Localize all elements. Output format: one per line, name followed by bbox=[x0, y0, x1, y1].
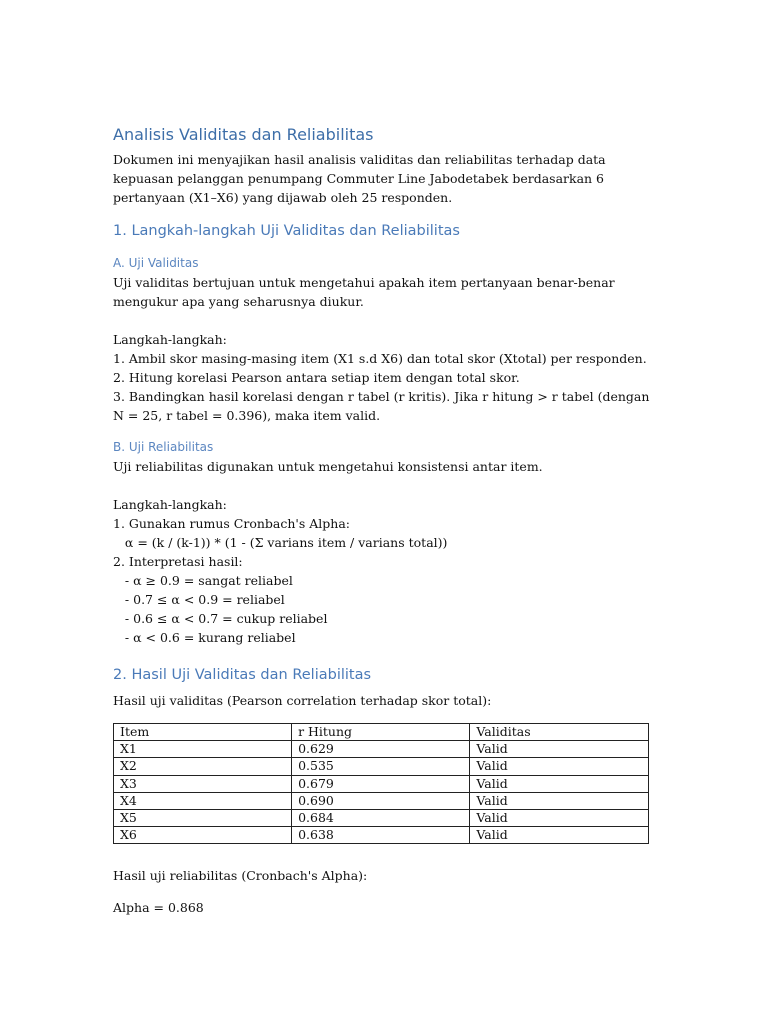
validity-step-3: 3. Bandingkan hasil korelasi dengan r tabel (r kritis). Jika r hitung > r tabel (dengan N = 25, r tabel = 0.396), maka item valid. bbox=[113, 389, 654, 423]
validity-results-caption: Hasil uji validitas (Pearson correlation terhadap skor total): bbox=[113, 693, 492, 708]
table-cell: 0.629 bbox=[292, 741, 470, 758]
table-header-row bbox=[114, 724, 649, 741]
table-row bbox=[114, 827, 649, 844]
table-row bbox=[114, 792, 649, 809]
reliability-line: α = (k / (k-1)) * (1 - (Σ varians item / varians total)) bbox=[113, 535, 448, 550]
reliability-steps-label: Langkah-langkah: bbox=[113, 497, 227, 512]
table-cell: Valid bbox=[470, 758, 649, 775]
table-row bbox=[114, 775, 649, 792]
validity-step-2: 2. Hitung korelasi Pearson antara setiap item dengan total skor. bbox=[113, 370, 520, 385]
table-cell: Valid bbox=[470, 809, 649, 826]
table-cell: Valid bbox=[470, 827, 649, 844]
table-cell: 0.679 bbox=[292, 775, 470, 792]
reliability-description: Uji reliabilitas digunakan untuk mengetahui konsistensi antar item. bbox=[113, 459, 543, 474]
table-cell: 0.690 bbox=[292, 792, 470, 809]
validity-results-table bbox=[113, 723, 649, 844]
validity-step-1: 1. Ambil skor masing-masing item (X1 s.d X6) dan total skor (Xtotal) per responden. bbox=[113, 351, 647, 366]
table-cell: X5 bbox=[114, 809, 292, 826]
reliability-line: 2. Interpretasi hasil: bbox=[113, 554, 243, 569]
table-row bbox=[114, 758, 649, 775]
table-cell: Valid bbox=[470, 792, 649, 809]
table-cell: X6 bbox=[114, 827, 292, 844]
reliability-line: - 0.7 ≤ α < 0.9 = reliabel bbox=[113, 592, 285, 607]
section1-heading: 1. Langkah-langkah Uji Validitas dan Reliabilitas bbox=[113, 223, 460, 239]
table-cell: X3 bbox=[114, 775, 292, 792]
alpha-result: Alpha = 0.868 bbox=[113, 900, 204, 916]
table-row bbox=[114, 741, 649, 758]
table-cell: X4 bbox=[114, 792, 292, 809]
table-cell: 0.535 bbox=[292, 758, 470, 775]
section1b-heading: B. Uji Reliabilitas bbox=[113, 440, 214, 454]
table-cell: X1 bbox=[114, 741, 292, 758]
validity-steps-label: Langkah-langkah: bbox=[113, 332, 227, 347]
document-page bbox=[113, 124, 653, 917]
table-row bbox=[114, 809, 649, 826]
table-cell: 0.638 bbox=[292, 827, 470, 844]
document-title: Analisis Validitas dan Reliabilitas bbox=[113, 125, 374, 144]
validity-description: Uji validitas bertujuan untuk mengetahui apakah item pertanyaan benar-benar mengukur apa yang seharusnya diukur. bbox=[113, 275, 619, 309]
table-header-cell: Validitas bbox=[470, 724, 649, 741]
intro-paragraph: Dokumen ini menyajikan hasil analisis validitas dan reliabilitas terhadap data kepuasan pelanggan penumpang Commuter Line Jabodetabek berdasarkan 6 pertanyaan (X1–X6) yang dijawab oleh 25 responden. bbox=[113, 152, 610, 205]
table-cell: Valid bbox=[470, 741, 649, 758]
section1a-heading: A. Uji Validitas bbox=[113, 256, 199, 270]
table-cell: Valid bbox=[470, 775, 649, 792]
reliability-line: 1. Gunakan rumus Cronbach's Alpha: bbox=[113, 516, 350, 531]
reliability-results-caption: Hasil uji reliabilitas (Cronbach's Alpha): bbox=[113, 868, 368, 884]
table-cell: 0.684 bbox=[292, 809, 470, 826]
reliability-line: - α ≥ 0.9 = sangat reliabel bbox=[113, 573, 293, 588]
section2-heading: 2. Hasil Uji Validitas dan Reliabilitas bbox=[113, 667, 372, 683]
reliability-line: - 0.6 ≤ α < 0.7 = cukup reliabel bbox=[113, 611, 328, 626]
table-cell: X2 bbox=[114, 758, 292, 775]
table-header-cell: Item bbox=[114, 724, 292, 741]
reliability-line: - α < 0.6 = kurang reliabel bbox=[113, 630, 296, 645]
table-header-cell: r Hitung bbox=[292, 724, 470, 741]
